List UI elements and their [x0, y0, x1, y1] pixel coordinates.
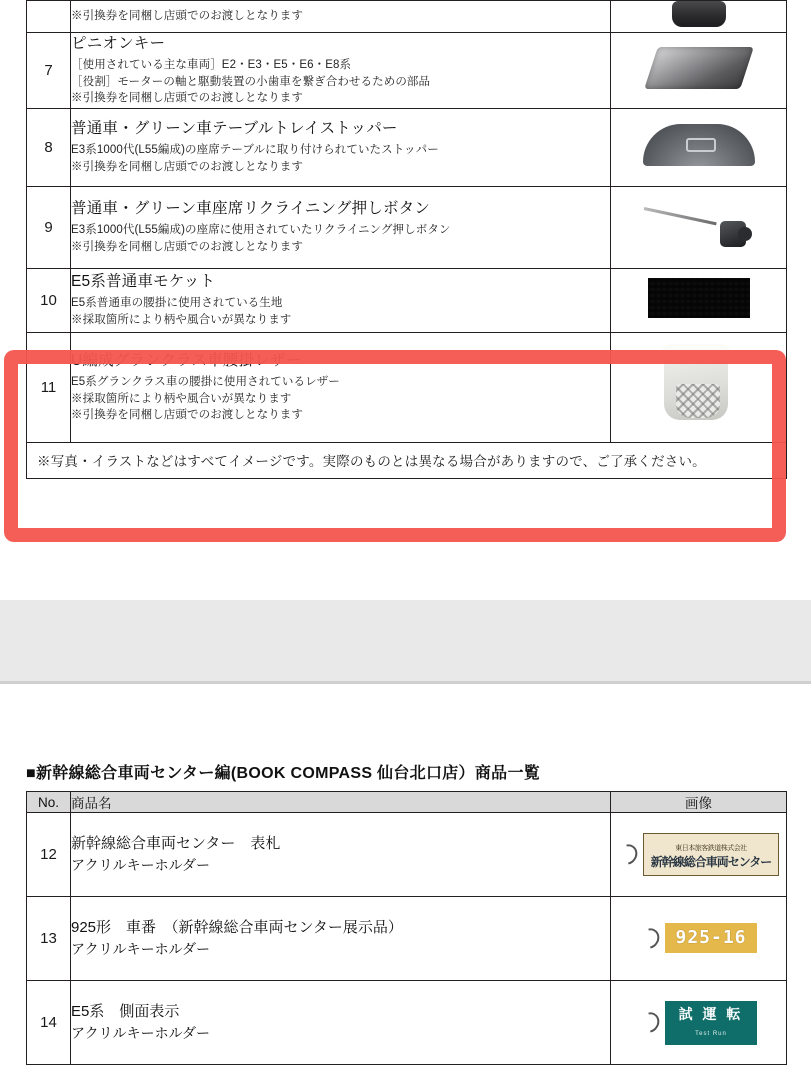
row-image — [611, 269, 787, 333]
row-name — [71, 109, 611, 187]
product-table-2 — [26, 791, 787, 1065]
table-header-row — [27, 792, 787, 813]
row-note: ※引換券を同梱し店頭でのお渡しとなります — [71, 10, 303, 23]
table-row — [27, 109, 787, 187]
nameplate-keychain — [618, 833, 780, 876]
row-image — [611, 109, 787, 187]
product-note: ※引換券を同梱し店頭でのお渡しとなります — [71, 409, 303, 422]
product-subtitle: アクリルキーホルダー — [71, 941, 211, 958]
product-title: 普通車・グリーン車座席リクライニング押しボタン — [71, 200, 431, 218]
row-name — [71, 1, 611, 33]
keychain-plate — [643, 833, 780, 876]
table-row — [27, 897, 787, 981]
row-number: 11 — [27, 333, 71, 443]
row-image — [611, 33, 787, 109]
granclass-leather-photo — [656, 346, 742, 424]
product-detail: E3系1000代(L55編成)の座席テーブルに取り付けられていたストッパー — [71, 144, 439, 157]
table-row — [27, 981, 787, 1065]
table-row — [27, 187, 787, 269]
row-name — [71, 897, 611, 981]
row-name — [71, 187, 611, 269]
row-image — [611, 813, 787, 897]
table-row — [27, 33, 787, 109]
product-detail: E5系グランクラス車の腰掛に使用されているレザー — [71, 375, 340, 388]
pinion-key-photo — [644, 47, 754, 89]
product-title: U編成グランクラス車腰掛レザー — [71, 352, 302, 370]
recline-button-rod — [643, 207, 716, 225]
keyring-icon — [613, 840, 641, 868]
row-number: 14 — [27, 981, 71, 1065]
row-image — [611, 333, 787, 443]
sidesign-keychain — [640, 1001, 758, 1045]
row-number — [27, 1, 71, 33]
cup-holder-photo — [672, 1, 726, 27]
row-number: 9 — [27, 187, 71, 269]
tray-stopper-photo — [643, 124, 755, 166]
keychain-plate — [665, 1001, 758, 1045]
plate-line-2: Test Run — [695, 1030, 727, 1037]
header-image: 画像 — [611, 792, 787, 813]
product-detail: E3系1000代(L55編成)の座席に使用されていたリクライニング押しボタン — [71, 224, 451, 237]
row-number: 7 — [27, 33, 71, 109]
carnumber-keychain — [640, 923, 756, 953]
header-no: No. — [27, 792, 71, 813]
plate-line-1: 東日本旅客鉄道株式会社 — [675, 845, 747, 852]
footnote: ※写真・イラストなどはすべてイメージです。実際のものとは異なる場合がありますので、ご了承ください。 — [27, 443, 787, 479]
row-image — [611, 1, 787, 33]
keyring-icon — [635, 1008, 663, 1036]
row-name — [71, 333, 611, 443]
row-image — [611, 897, 787, 981]
page-gap — [0, 600, 811, 682]
product-list-section-2 — [0, 684, 811, 1080]
table-footnote-row — [27, 443, 787, 479]
product-note: ※採取箇所により柄や風合いが異なります — [71, 313, 292, 326]
row-name — [71, 33, 611, 109]
plate-line-1: 試 運 転 — [678, 1005, 744, 1022]
product-title: 925形 車番 （新幹線総合車両センター展示品） — [71, 918, 403, 936]
section-heading: ■新幹線総合車両センター編(BOOK COMPASS 仙台北口店）商品一覧 — [26, 765, 541, 782]
plate-line-1: 925-16 — [675, 927, 747, 949]
table-row — [27, 813, 787, 897]
product-detail: ［使用されている主な車両］E2・E3・E5・E6・E8系 — [71, 58, 352, 71]
keychain-plate — [665, 923, 756, 953]
row-image — [611, 187, 787, 269]
table-row — [27, 333, 787, 443]
product-note: ※引換券を同梱し店頭でのお渡しとなります — [71, 160, 303, 173]
product-title: E5系普通車モケット — [71, 273, 216, 291]
table-row — [27, 1, 787, 33]
product-detail: E5系普通車の腰掛に使用されている生地 — [71, 297, 283, 310]
row-number: 12 — [27, 813, 71, 897]
row-name — [71, 269, 611, 333]
leather-top — [662, 344, 730, 360]
keyring-icon — [636, 924, 664, 952]
moquette-photo — [648, 278, 750, 318]
row-number: 13 — [27, 897, 71, 981]
plate-line-2: 新幹線総合車両センター — [650, 855, 772, 869]
row-number: 8 — [27, 109, 71, 187]
row-image — [611, 981, 787, 1065]
header-product-name: 商品名 — [71, 792, 611, 813]
product-table-1 — [26, 0, 787, 479]
table-row — [27, 269, 787, 333]
product-title: ピニオンキー — [71, 35, 166, 53]
product-note: ※引換券を同梱し店頭でのお渡しとなります — [71, 240, 303, 253]
row-name — [71, 981, 611, 1065]
product-detail: ［役割］モーターの軸と駆動装置の小歯車を繋ぎ合わせるための部品 — [71, 75, 431, 88]
product-title: E5系 側面表示 — [71, 1002, 180, 1020]
leather-mesh — [676, 384, 720, 418]
row-name — [71, 813, 611, 897]
product-title: 普通車・グリーン車テーブルトレイストッパー — [71, 120, 398, 138]
row-number: 10 — [27, 269, 71, 333]
recline-button-photo — [644, 199, 754, 251]
product-subtitle: アクリルキーホルダー — [71, 1025, 211, 1042]
product-title: 新幹線総合車両センター 表札 — [71, 834, 281, 852]
product-subtitle: アクリルキーホルダー — [71, 857, 211, 874]
product-detail: ※採取箇所により柄や風合いが異なります — [71, 392, 292, 405]
recline-button-knob-secondary — [738, 227, 752, 241]
product-note: ※引換券を同梱し店頭でのお渡しとなります — [71, 92, 303, 105]
